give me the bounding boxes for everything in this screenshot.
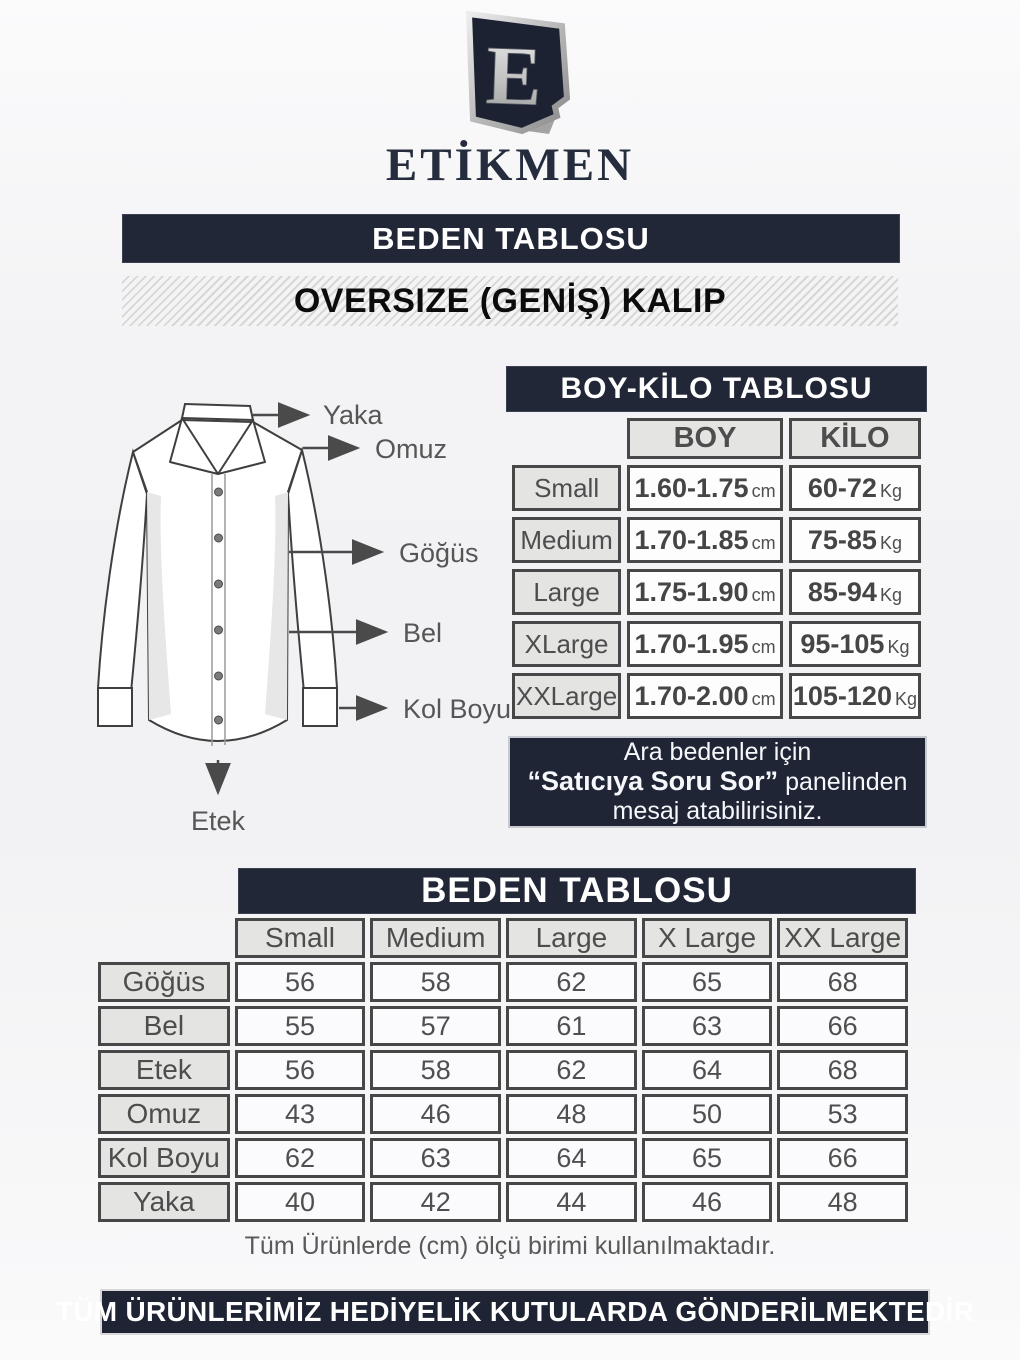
height-cell: 1.70-1.95 cm (627, 621, 783, 667)
weight-cell: 95-105 Kg (789, 621, 921, 667)
measure-label: Kol Boyu (98, 1138, 230, 1178)
table-row (512, 621, 921, 667)
shirt-diagram-icon (85, 382, 515, 847)
cell: 63 (642, 1006, 773, 1046)
measure-label: Göğüs (98, 962, 230, 1002)
shipping-banner: TÜM ÜRÜNLERİMİZ HEDİYELİK KUTULARDA GÖNDERİLMEKTEDİR (100, 1289, 930, 1335)
cell: 46 (370, 1094, 501, 1134)
label-collar: Yaka (323, 400, 383, 430)
size-label: XXLarge (512, 673, 621, 719)
cell: 66 (777, 1138, 908, 1178)
height-cell: 1.70-1.85 cm (627, 517, 783, 563)
cell: 53 (777, 1094, 908, 1134)
table-row (98, 1094, 908, 1134)
table-row (512, 465, 921, 511)
table-row (98, 1050, 908, 1090)
cell: 43 (235, 1094, 366, 1134)
cell: 64 (642, 1050, 773, 1090)
height-cell: 1.60-1.75 cm (627, 465, 783, 511)
cell: 61 (506, 1006, 637, 1046)
cell: 58 (370, 1050, 501, 1090)
cell: 62 (235, 1138, 366, 1178)
label-hem: Etek (190, 806, 246, 836)
label-waist: Bel (403, 618, 443, 648)
col-header-height: BOY (627, 418, 783, 459)
cell: 64 (506, 1138, 637, 1178)
note-line-2: “Satıcıya Soru Sor” panelinden (527, 766, 908, 796)
measure-label: Yaka (98, 1182, 230, 1222)
measure-label: Etek (98, 1050, 230, 1090)
badge-letter: E (484, 29, 544, 124)
table-row (512, 673, 921, 719)
label-shoulder: Omuz (375, 434, 448, 464)
table-row (512, 517, 921, 563)
height-cell: 1.70-2.00 cm (627, 673, 783, 719)
cell: 55 (235, 1006, 366, 1046)
table-row (98, 962, 908, 1002)
col-header-large: Large (506, 918, 637, 958)
cell: 46 (642, 1182, 773, 1222)
col-header-medium: Medium (370, 918, 501, 958)
size-label: Medium (512, 517, 621, 563)
shield-logo-icon (450, 6, 570, 146)
brand-badge (450, 6, 570, 146)
weight-cell: 85-94 Kg (789, 569, 921, 615)
size-label: Large (512, 569, 621, 615)
cell: 42 (370, 1182, 501, 1222)
col-header-weight: KİLO (789, 418, 921, 459)
cell: 50 (642, 1094, 773, 1134)
cell: 48 (777, 1182, 908, 1222)
size-table-grid (93, 914, 913, 1226)
cell: 68 (777, 962, 908, 1002)
cell: 62 (506, 962, 637, 1002)
cell: 65 (642, 1138, 773, 1178)
measure-label: Omuz (98, 1094, 230, 1134)
cell: 56 (235, 1050, 366, 1090)
table-row (98, 1138, 908, 1178)
cell: 62 (506, 1050, 637, 1090)
weight-cell: 105-120 Kg (789, 673, 921, 719)
note-line-3: mesaj atabilirisiniz. (612, 797, 823, 825)
col-header-xlarge: X Large (642, 918, 773, 958)
col-header-xxlarge: XX Large (777, 918, 908, 958)
height-weight-table (506, 366, 927, 725)
cell: 63 (370, 1138, 501, 1178)
size-table-title: BEDEN TABLOSU (238, 868, 916, 914)
measure-label: Bel (98, 1006, 230, 1046)
cell: 44 (506, 1182, 637, 1222)
cell: 56 (235, 962, 366, 1002)
table-header-row (98, 918, 908, 958)
cell: 65 (642, 962, 773, 1002)
table-row (98, 1006, 908, 1046)
cell: 66 (777, 1006, 908, 1046)
size-label: XLarge (512, 621, 621, 667)
corner-cell (512, 418, 621, 459)
note-line-1: Ara bedenler için (623, 738, 812, 766)
height-cell: 1.75-1.90 cm (627, 569, 783, 615)
cell: 40 (235, 1182, 366, 1222)
cell: 58 (370, 962, 501, 1002)
corner-cell (98, 918, 230, 958)
cell: 48 (506, 1094, 637, 1134)
label-sleeve: Kol Boyu (403, 694, 512, 724)
size-label: Small (512, 465, 621, 511)
height-weight-table-title: BOY-KİLO TABLOSU (506, 366, 927, 412)
table-row (512, 569, 921, 615)
weight-cell: 75-85 Kg (789, 517, 921, 563)
banner-size-table: BEDEN TABLOSU (122, 214, 900, 263)
weight-cell: 60-72 Kg (789, 465, 921, 511)
table-row (98, 1182, 908, 1222)
brand-name: ETİKMEN (385, 139, 635, 191)
shirt-measurement-diagram (85, 382, 515, 847)
table-header-row (512, 418, 921, 459)
ask-seller-note (508, 736, 927, 828)
height-weight-grid (506, 412, 927, 725)
banner-oversize-fit: OVERSIZE (GENİŞ) KALIP (122, 276, 898, 326)
cell: 57 (370, 1006, 501, 1046)
label-chest: Göğüs (399, 538, 479, 568)
col-header-small: Small (235, 918, 366, 958)
unit-note: Tüm Ürünlerde (cm) ölçü birimi kullanılmaktadır. (244, 1232, 776, 1260)
cell: 68 (777, 1050, 908, 1090)
